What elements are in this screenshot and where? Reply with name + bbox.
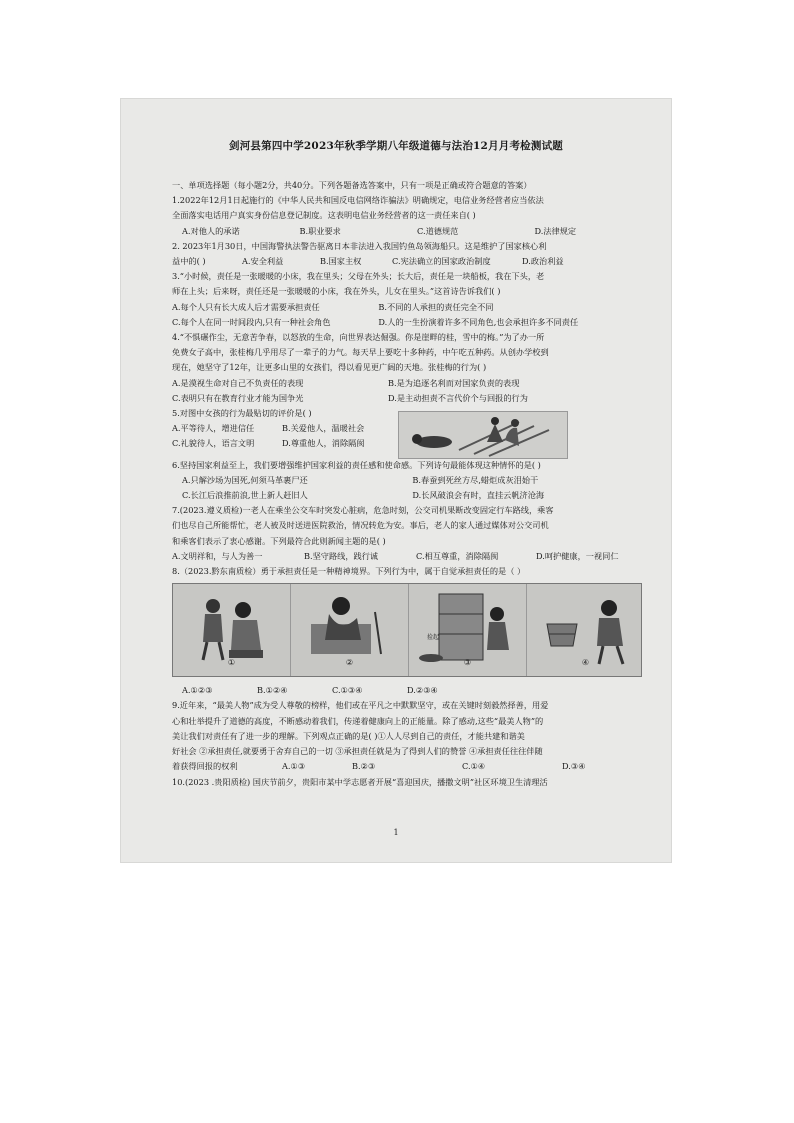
q7-line1: 7.(2023.遵义质检)一老人在乘坐公交车时突发心脏病，危急时刻，公交司机果断改变固定行车路线，乘客 xyxy=(172,505,554,516)
q3-option-b: B.不同的人承担的责任完全不同 xyxy=(378,301,494,312)
q9-line1: 9.近年来，“最美人物”成为受人尊敬的榜样，他们或在平凡之中默默坚守，或在关键时刻毅然择善，用爱 xyxy=(172,700,549,711)
q8-stem: 8.（2023.黔东南质检）勇于承担责任是一种精神境界。下列行为中，属于自觉承担责任的是（ ） xyxy=(172,566,526,577)
q9-option-c: C.①④ xyxy=(462,761,486,772)
exam-title: 剑河县第四中学2023年秋季学期八年级道德与法治12月月考检测试题 xyxy=(229,140,563,152)
q8-illustration xyxy=(172,583,642,677)
page-number: 1 xyxy=(393,828,399,837)
q4-option-b: B.是为追逐名利而对国家负责的表现 xyxy=(388,377,520,388)
q7-option-c: C.相互尊重，消除隔阂 xyxy=(416,550,499,561)
q9-option-a: A.①③ xyxy=(282,761,306,772)
q2-line2: 益中的( ) xyxy=(172,256,206,267)
q10-line1: 10.(2023 .贵阳质检) 国庆节前夕，贵阳市某中学志愿者开展“喜迎国庆，播撒文明”社区环境卫生清理活 xyxy=(172,776,548,787)
q7-line2: 们也尽自己所能帮忙，老人被及时送进医院救治，情况转危为安。事后，老人的家人通过媒体对公交司机 xyxy=(172,520,549,531)
q8-option-c: C.①③④ xyxy=(332,685,363,696)
q3-options-row2 xyxy=(172,315,652,330)
exam-content xyxy=(172,178,652,790)
q9-line5-row xyxy=(172,759,652,774)
q9-option-d: D.③④ xyxy=(562,761,586,772)
q2-option-d: D.政治利益 xyxy=(522,256,564,267)
q3-line1: 3.“小时候，责任是一张暖暖的小床，我在里头；父母在外头；长大后，责任是一块船板，我在下头，老 xyxy=(172,271,545,282)
q9-line2: 心和壮举提升了道德的高度，不断感动着我们，传递着健康向上的正能量。除了感动,这些“最美人物”的 xyxy=(172,715,544,726)
q1-line2: 全面落实电话用户真实身份信息登记制度。这表明电信业务经营者的这一责任来自( ) xyxy=(172,210,476,221)
q8-panel-3 xyxy=(409,584,527,676)
q4-line3: 现在，她坚守了12年，让更多山里的女孩们，得以看见更广阔的天地。张桂梅的行为( ) xyxy=(172,362,487,373)
q5-block xyxy=(172,406,652,452)
q1-line1: 1.2022年12月1日起施行的《中华人民共和国反电信网络诈骗法》明确规定，电信业务经营者应当依法 xyxy=(172,195,544,206)
q6-options-row2 xyxy=(172,488,652,503)
q8-option-a: A.①②③ xyxy=(182,685,213,696)
q5-options-row1 xyxy=(172,421,402,436)
q9-line3: 美让我们对责任有了进一步的理解。下列观点正确的是( )①人人尽到自己的责任，才能共建和谐美 xyxy=(172,730,525,741)
q1-option-b: B.职业要求 xyxy=(299,225,341,236)
q9-line4: 好社会 ②承担责任,就要勇于舍弃自己的一切 ③承担责任就是为了得到人们的赞誉 ④承担责任往往伴随 xyxy=(172,746,543,757)
q5-stem: 5.对图中女孩的行为最贴切的评价是( ) xyxy=(172,408,312,419)
q2-option-b: B.国家主权 xyxy=(320,256,362,267)
q6-option-a: A.只解沙场为国死,何须马革裹尸还 xyxy=(182,474,308,485)
q6-option-c: C.长江后浪推前浪,世上新人赶旧人 xyxy=(182,490,308,501)
q6-option-b: B.春蚕到死丝方尽,蜡炬成灰泪始干 xyxy=(412,474,539,485)
q4-line2: 免费女子高中，张桂梅几乎用尽了一辈子的力气。每天早上要吃十多种药，中午吃五种药。从创办学校到 xyxy=(172,347,549,358)
q4-options-row2 xyxy=(172,391,652,406)
q7-line3: 和乘客们表示了衷心感谢。下列最符合此则新闻主题的是( ) xyxy=(172,535,386,546)
q2-line2-row xyxy=(172,254,652,269)
q6-stem: 6.坚持国家利益至上，我们要增强维护国家利益的责任感和使命感。下列诗句最能体现这种情怀的是( ) xyxy=(172,459,541,470)
q5-option-d: D.尊重他人，消除隔阂 xyxy=(282,438,365,449)
q4-line1: 4.“不惧碾作尘，无意苦争春，以怒放的生命，向世界表达倔强。你是崖畔的桂，雪中的梅。”为了办一所 xyxy=(172,332,545,343)
q5-option-a: A.平等待人，增进信任 xyxy=(172,423,255,434)
q8-panel-3-text: 捡起 xyxy=(427,634,440,642)
q9-line5: 着获得回报的权利 xyxy=(172,761,238,772)
q2-option-a: A.安全利益 xyxy=(242,256,284,267)
q3-options-row1 xyxy=(172,300,652,315)
q1-options xyxy=(172,224,652,239)
q9-option-b: B.②③ xyxy=(352,761,376,772)
q8-panel-2 xyxy=(291,584,409,676)
q7-options xyxy=(172,549,652,564)
q5-option-b: B.关爱他人，温暖社会 xyxy=(282,423,365,434)
q1-option-a: A.对他人的承诺 xyxy=(182,225,240,236)
q4-option-d: D.是主动担责不言代价个与回报的行为 xyxy=(388,392,528,403)
q8-option-b: B.①②④ xyxy=(257,685,288,696)
q3-line2: 师在上头；后来呀，责任还是一张暖暖的小床，我在外头，儿女在里头。”这首诗告诉我们( ) xyxy=(172,286,501,297)
q8-panel-2-number: ② xyxy=(345,658,354,668)
q4-option-c: C.表明只有在教育行业才能为国争光 xyxy=(172,392,304,403)
q3-option-a: A.每个人只有长大成人后才需要承担责任 xyxy=(172,301,320,312)
q8-option-d: D.②③④ xyxy=(407,685,438,696)
q4-option-a: A.是漠视生命对自己不负责任的表现 xyxy=(172,377,304,388)
q2-line1: 2. 2023年1月30日，中国海警执法警告驱离日本非法进入我国钓鱼岛领海船只。这是维护了国家核心利 xyxy=(172,240,547,251)
q5-options-row2 xyxy=(172,436,402,451)
q8-panel-1 xyxy=(173,584,291,676)
exam-sheet xyxy=(120,98,672,863)
q8-options xyxy=(172,683,482,698)
q8-panel-4 xyxy=(527,584,644,676)
q1-option-d: D.法律规定 xyxy=(534,225,577,236)
q5-option-c: C.礼貌待人，语言文明 xyxy=(172,438,255,449)
q7-option-b: B.坚守路线，践行诚 xyxy=(304,550,379,561)
q4-options-row1 xyxy=(172,376,652,391)
q8-panel-3-number: ③ xyxy=(463,658,472,668)
q7-option-a: A.文明祥和，与人为善一 xyxy=(172,550,263,561)
q7-option-d: D.呵护健康，一视同仁 xyxy=(536,550,619,561)
q8-panel-1-number: ① xyxy=(227,658,236,668)
q5-illustration xyxy=(398,411,568,459)
q6-option-d: D.长风破浪会有时，直挂云帆济沧海 xyxy=(412,490,545,501)
q3-option-d: D.人的一生扮演着许多不同角色,也会承担许多不同责任 xyxy=(378,316,579,327)
q3-option-c: C.每个人在同一时间段内,只有一种社会角色 xyxy=(172,316,331,327)
q8-panel-4-number: ④ xyxy=(581,658,590,668)
q1-option-c: C.道德规范 xyxy=(417,225,459,236)
q6-options-row1 xyxy=(172,473,652,488)
q2-option-c: C.宪法确立的国家政治制度 xyxy=(392,256,491,267)
section-heading: 一、单项选择题（每小题2分，共40分。下列各题备选答案中，只有一项是正确或符合题意的答案） xyxy=(172,180,532,190)
